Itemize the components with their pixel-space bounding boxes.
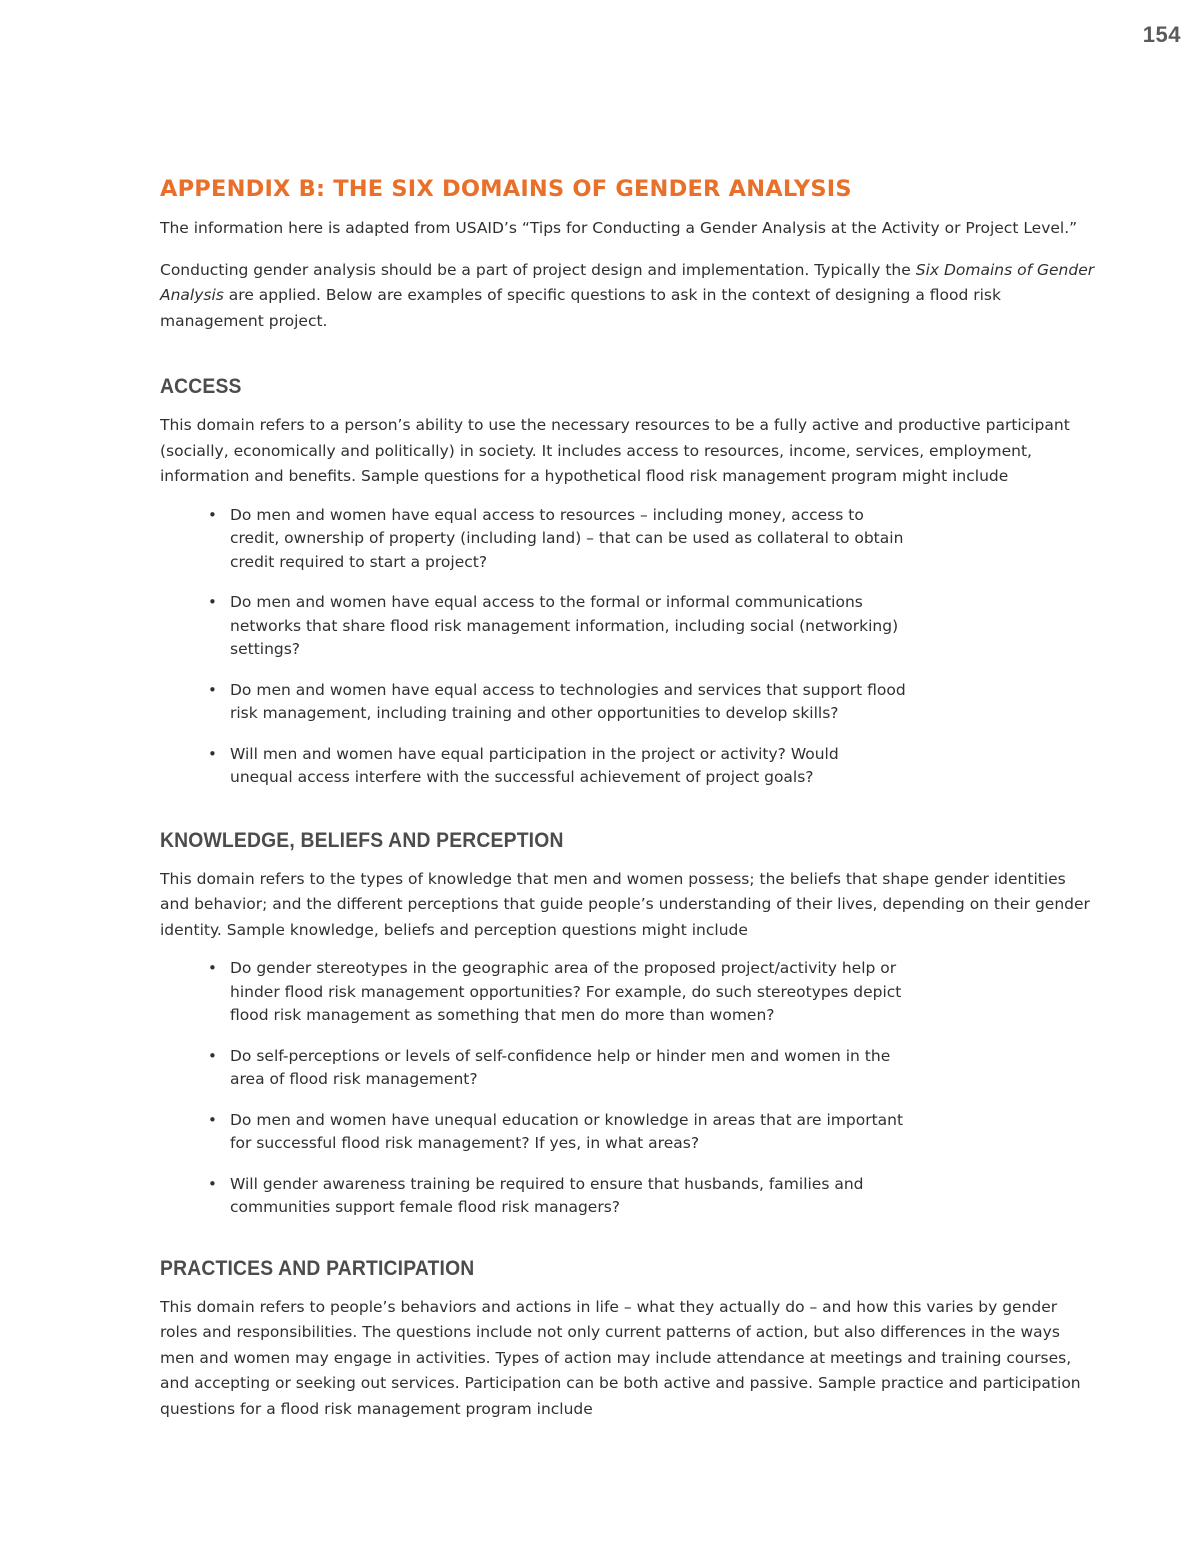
question-text: Do men and women have equal access to the formal or informal communications networks that share flood risk management information, including social (networking) settings? bbox=[230, 593, 899, 658]
six-domains-emphasis: Six Domains of Gender Analysis bbox=[160, 260, 1095, 304]
list-item bbox=[206, 591, 906, 662]
knowledge-questions-list bbox=[160, 957, 906, 1220]
page-number: 154 bbox=[1142, 22, 1181, 47]
document-body bbox=[160, 174, 1095, 1422]
question-text: Do men and women have unequal education or knowledge in areas that are important for successful flood risk management? If yes, in what areas? bbox=[230, 1110, 904, 1152]
section-heading-knowledge: KNOWLEDGE, BELIEFS AND PERCEPTION bbox=[160, 828, 564, 852]
intro-text-end: are applied. Below are examples of specific questions to ask in the context of designing a flood risk management project. bbox=[160, 286, 1001, 330]
bullet-icon: • bbox=[208, 1174, 217, 1193]
intro-text-start: Conducting gender analysis should be a part of project design and implementation. Typically the bbox=[160, 260, 916, 279]
list-item bbox=[206, 743, 906, 790]
list-item bbox=[206, 679, 906, 726]
question-text: Do self-perceptions or levels of self-confidence help or hinder men and women in the area of flood risk management? bbox=[230, 1046, 891, 1088]
section-body-practices: This domain refers to people’s behaviors and actions in life – what they actually do – and how this varies by gender roles and responsibilities. The questions include not only current patterns of action, but also differences in the ways men and women may engage in activities. Types of action may include attendance at meetings and training courses, and accepting or seeking out services. Participation can be both active and passive. Sample practice and participation questions for a flood risk management program include bbox=[160, 1297, 1081, 1418]
list-item bbox=[206, 1109, 906, 1156]
access-questions-list bbox=[160, 504, 906, 790]
bullet-icon: • bbox=[208, 593, 217, 611]
bullet-icon: • bbox=[208, 959, 217, 977]
question-text: Do men and women have equal access to resources – including money, access to credit, ownership of property (including land) – that can be used as collateral to obtain credit required to start a project? bbox=[230, 505, 904, 571]
page-title: APPENDIX B: THE SIX DOMAINS OF GENDER ANALYSIS bbox=[160, 176, 852, 202]
question-text: Will gender awareness training be required to ensure that husbands, families and communities support female flood risk managers? bbox=[230, 1174, 864, 1216]
question-text: Will men and women have equal participation in the project or activity? Would unequal access interfere with the successful achievement of project goals? bbox=[230, 744, 839, 786]
list-item bbox=[206, 1173, 906, 1220]
question-text: Do gender stereotypes in the geographic area of the proposed project/activity help or hinder flood risk management opportunities? For example, do such stereotypes depict flood risk management as something that men do more than women? bbox=[230, 959, 902, 1024]
section-heading-practices: PRACTICES AND PARTICIPATION bbox=[160, 1256, 475, 1280]
section-heading-access: ACCESS bbox=[160, 375, 242, 398]
intro-paragraph-overview bbox=[160, 258, 1095, 335]
bullet-icon: • bbox=[208, 680, 217, 699]
section-body-knowledge: This domain refers to the types of knowledge that men and women possess; the beliefs that shape gender identities and behavior; and the different perceptions that guide people’s understanding of their lives, depending on their gender identity. Sample knowledge, beliefs and perception questions might include bbox=[160, 869, 1090, 939]
list-item bbox=[206, 1045, 906, 1092]
bullet-icon: • bbox=[208, 1046, 217, 1065]
bullet-icon: • bbox=[208, 744, 217, 763]
bullet-icon: • bbox=[208, 505, 217, 524]
bullet-icon: • bbox=[208, 1110, 217, 1129]
list-item bbox=[206, 957, 906, 1028]
intro-paragraph-source: The information here is adapted from USAID’s “Tips for Conducting a Gender Analysis at the Activity or Project Level.” bbox=[160, 219, 1078, 237]
section-body-access: This domain refers to a person’s ability to use the necessary resources to be a fully active and productive participant (socially, economically and politically) in society. It includes access to resources, income, services, employment, information and benefits. Sample questions for a hypothetical flood risk management program might include bbox=[160, 416, 1070, 485]
question-text: Do men and women have equal access to technologies and services that support flood risk management, including training and other opportunities to develop skills? bbox=[230, 680, 906, 722]
list-item bbox=[206, 504, 906, 575]
